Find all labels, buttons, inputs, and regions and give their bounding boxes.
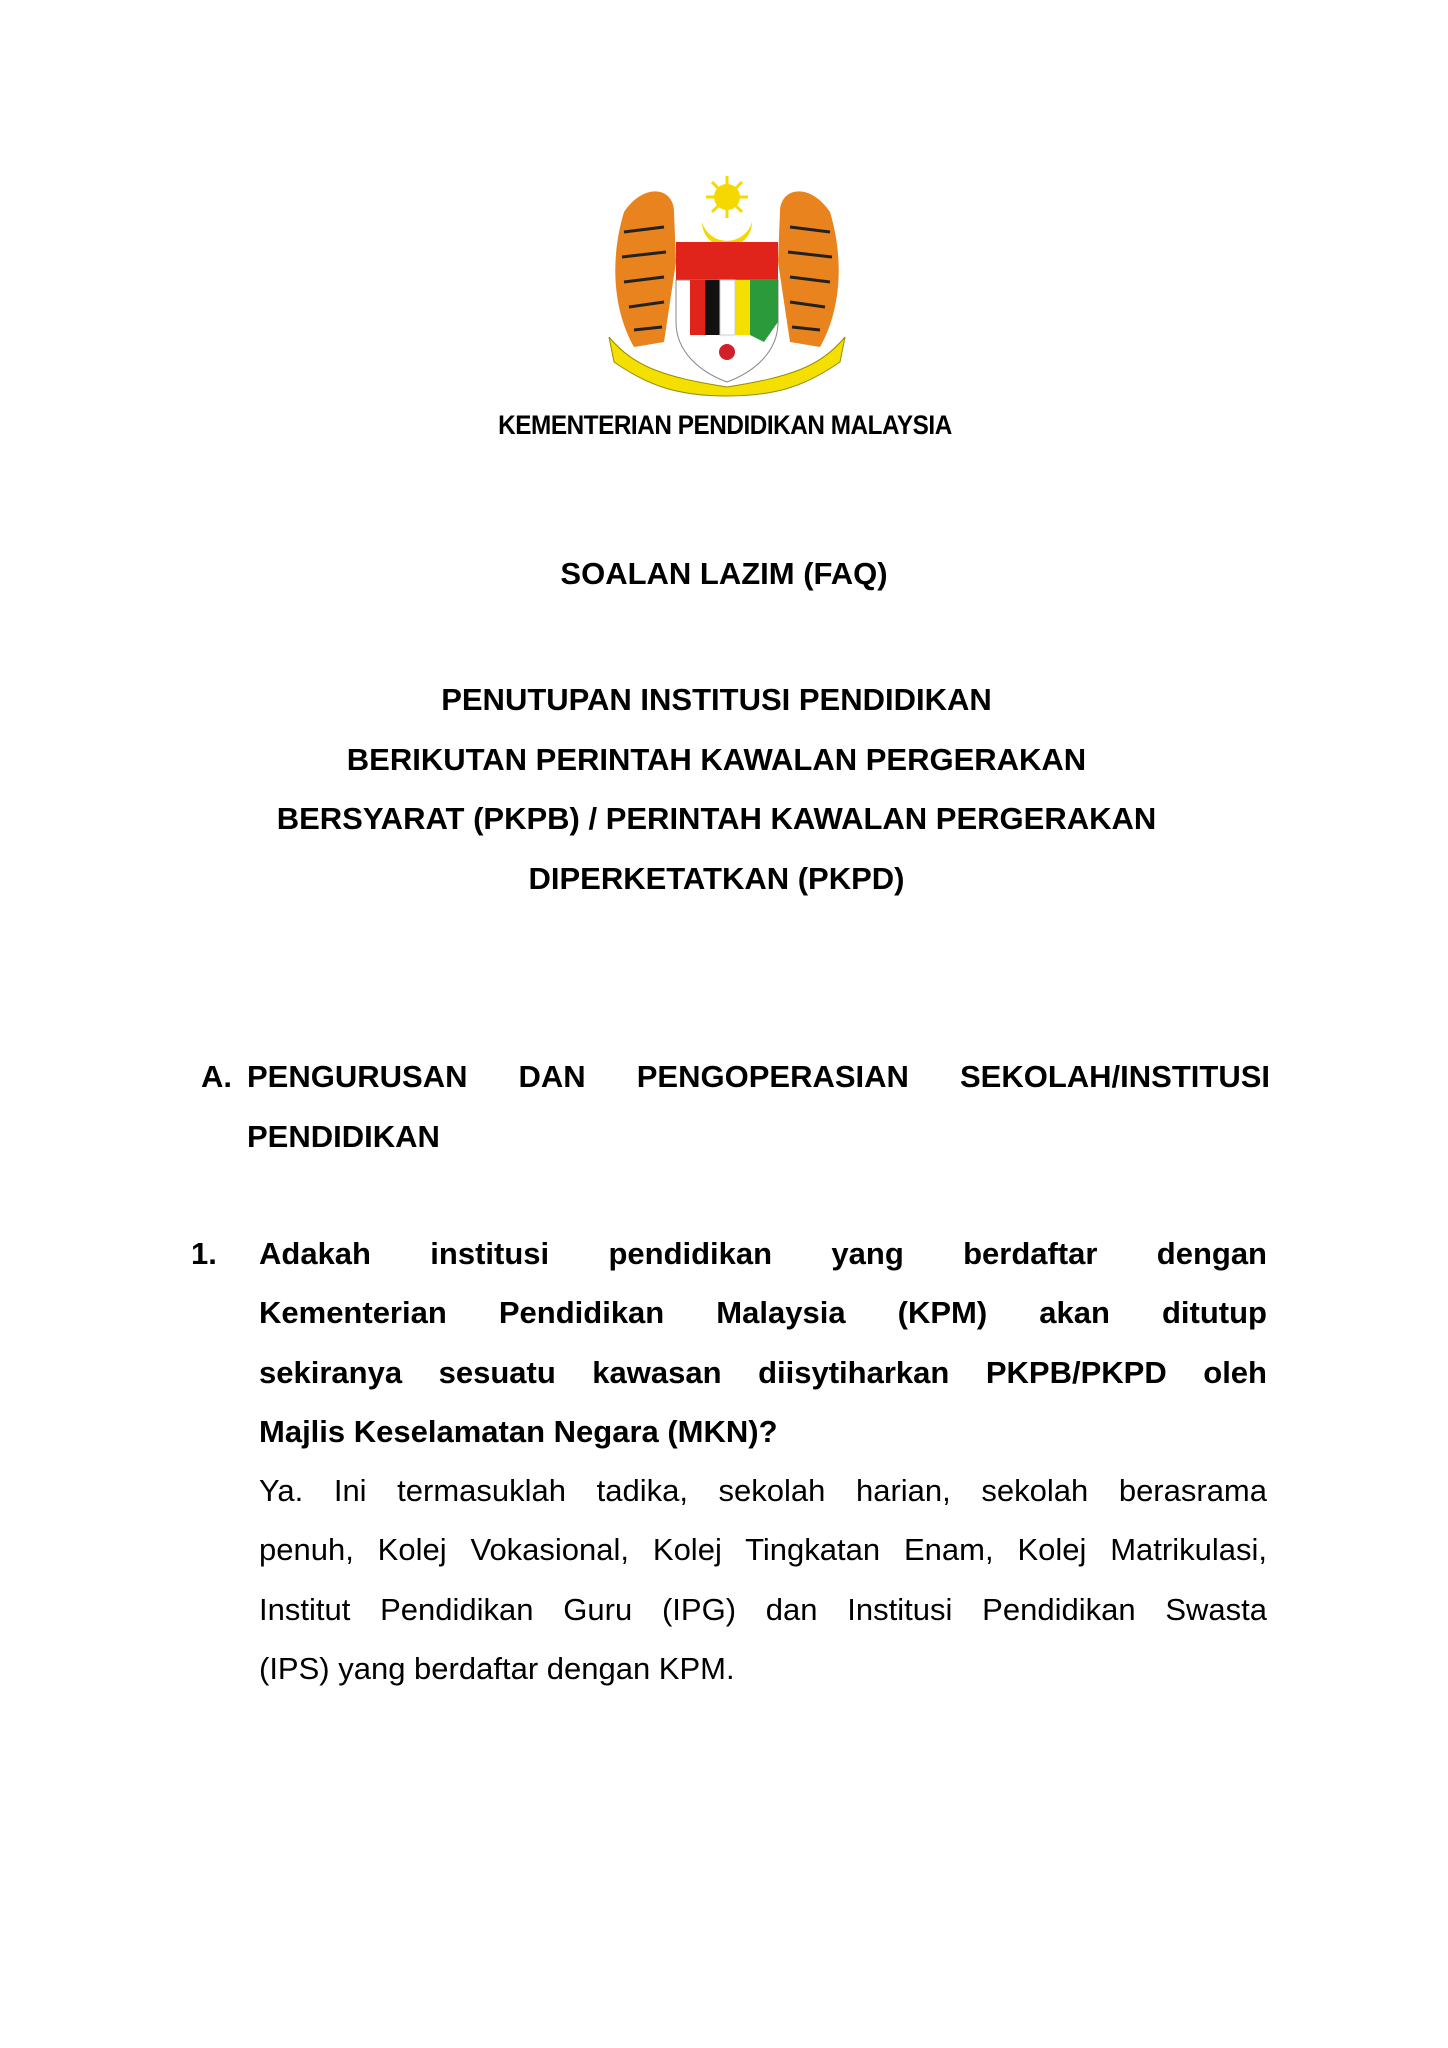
title-line: BERIKUTAN PERINTAH KAWALAN PERGERAKAN bbox=[346, 741, 1087, 777]
section-label: A. bbox=[201, 1059, 232, 1094]
question-line: sekiranya sesuatu kawasan diisytiharkan PKPB/PKPD oleh bbox=[259, 1354, 1267, 1390]
answer-text bbox=[259, 1461, 1267, 1698]
ministry-name: KEMENTERIAN PENDIDIKAN MALAYSIA bbox=[498, 410, 952, 440]
section-line: PENGURUSAN DAN PENGOPERASIAN SEKOLAH/INSTITUSI bbox=[247, 1059, 1270, 1094]
faq-item-1 bbox=[191, 1224, 1267, 1698]
coat-of-arms-logo bbox=[604, 172, 850, 398]
answer-line: (IPS) yang berdaftar dengan KPM. bbox=[259, 1651, 735, 1687]
title-line: DIPERKETATKAN (PKPD) bbox=[528, 860, 905, 896]
answer-line: Institut Pendidikan Guru (IPG) dan Institusi Pendidikan Swasta bbox=[259, 1591, 1267, 1627]
faq-heading: SOALAN LAZIM (FAQ) bbox=[560, 556, 888, 591]
title-line: PENUTUPAN INSTITUSI PENDIDIKAN bbox=[441, 682, 992, 717]
answer-line: Ya. Ini termasuklah tadika, sekolah harian, sekolah berasrama bbox=[259, 1473, 1267, 1509]
section-line: PENDIDIKAN bbox=[247, 1119, 440, 1154]
question-line: Adakah institusi pendidikan yang berdaftar dengan bbox=[259, 1236, 1267, 1271]
question-line: Kementerian Pendidikan Malaysia (KPM) akan ditutup bbox=[259, 1295, 1267, 1331]
section-a-heading bbox=[201, 1047, 1270, 1167]
question-number: 1. bbox=[191, 1236, 217, 1271]
question-text bbox=[259, 1224, 1267, 1461]
document-title bbox=[0, 670, 1448, 908]
answer-line: penuh, Kolej Vokasional, Kolej Tingkatan Enam, Kolej Matrikulasi, bbox=[259, 1532, 1267, 1568]
title-line: BERSYARAT (PKPB) / PERINTAH KAWALAN PERGERAKAN bbox=[276, 801, 1157, 836]
question-line: Majlis Keselamatan Negara (MKN)? bbox=[259, 1413, 778, 1449]
